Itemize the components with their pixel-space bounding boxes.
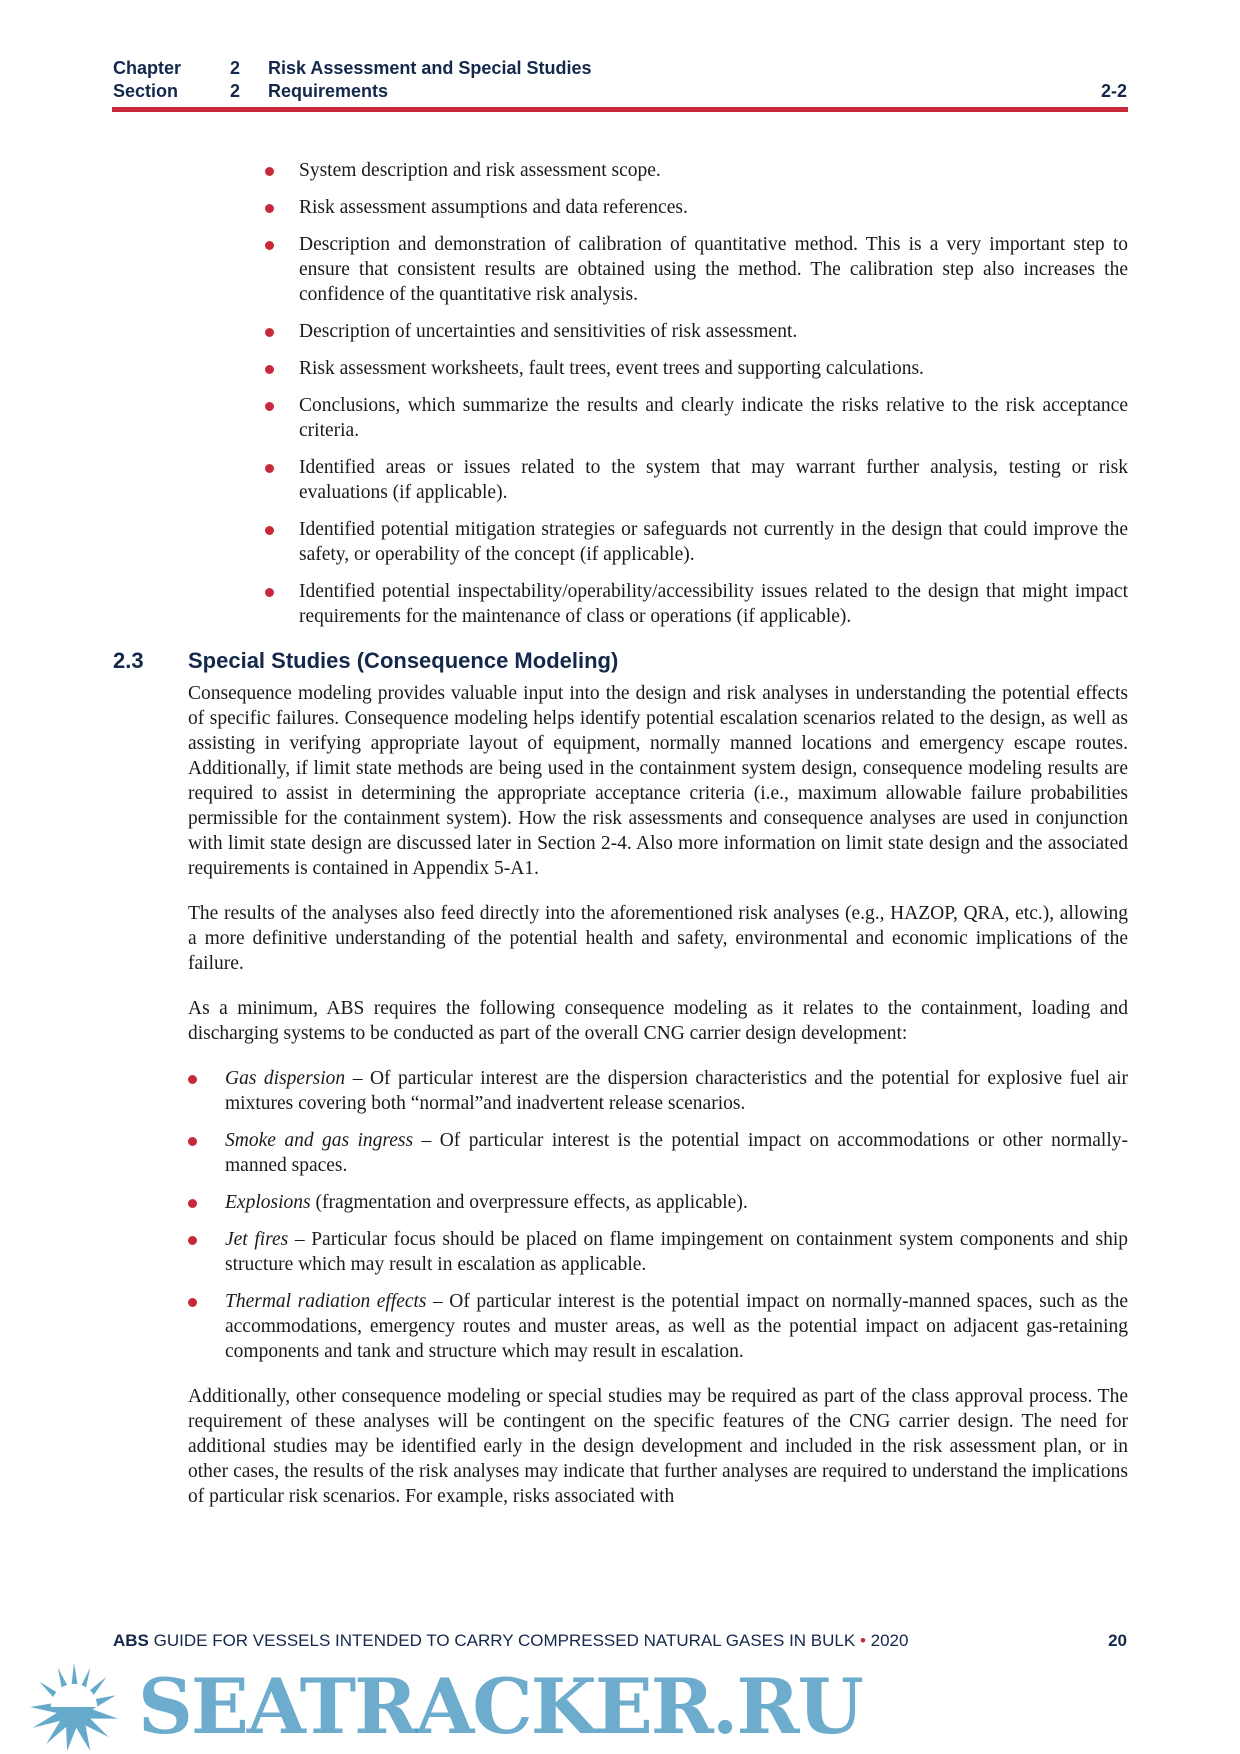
list-item: Risk assessment worksheets, fault trees, event trees and supporting calculations. (299, 356, 1128, 381)
page-number: 20 (1108, 1631, 1127, 1650)
page-content (113, 158, 1128, 1509)
header-rule (112, 107, 1128, 112)
item-term: Explosions (225, 1192, 311, 1213)
list-item (225, 1128, 1128, 1178)
section-heading (113, 647, 1128, 675)
list-item: Identified potential inspectability/operability/accessibility issues related to the design that might impact requirements for the maintenance of class or operations (if applicable). (299, 581, 1128, 627)
consequence-list (225, 1066, 1128, 1364)
item-text: – Of particular interest is the potential impact on normally-manned spaces, such as the accommodations, emergency routes and muster areas, as well as the potential impact on adjacent gas-retaining components and tank and structure which may result in escalation. (225, 1291, 1128, 1362)
list-item: Conclusions, which summarize the results and clearly indicate the risks relative to the risk acceptance criteria. (299, 395, 1128, 441)
paragraph: Consequence modeling provides valuable input into the design and risk analyses in understanding the potential effects of specific failures. Consequence modeling helps identify potential escalation scenarios related to the design, as well as assisting in verifying appropriate layout of equipment, normally manned locations and emergency escape routes. Additionally, if limit state methods are being used in the containment system design, consequence modeling results are required to assist in determining the appropriate acceptance criteria (i.e., maximum allowable failure probabilities permissible for the containment system). How the risk assessments and consequence analyses are used in conjunction with limit state design are discussed later in Section 2-4. Also more information on limit state design and the associated requirements is contained in Appendix 5-A1. (188, 683, 1128, 879)
section-line: Section 2 Requirements (113, 81, 389, 101)
chapter-line: Chapter 2 Risk Assessment and Special Studies (113, 58, 592, 78)
page-reference: 2-2 (1100, 81, 1127, 101)
footer-dot-icon: • (859, 1631, 866, 1650)
list-item: Identified potential mitigation strategies or safeguards not currently in the design that could improve the safety, or operability of the concept (if applicable). (299, 519, 1128, 565)
watermark (30, 1662, 862, 1752)
final-paragraph: Additionally, other consequence modeling or special studies may be required as part of the class approval process. The requirement of these analyses will be contingent on the specific features of the CNG carrier design. The need for additional studies may be identified early in the design development and included in the risk assessment plan, or in other cases, the results of the risk analyses may indicate that further analyses are required to understand the implications of particular risk scenarios. For example, risks associated with (188, 1386, 1128, 1507)
item-text: – Of particular interest is the potential impact on accommodations or other normally-manned spaces. (225, 1130, 1128, 1176)
list-item: Identified areas or issues related to the system that may warrant further analysis, testing or risk evaluations (if applicable). (299, 457, 1128, 503)
list-item: Description of uncertainties and sensitivities of risk assessment. (299, 319, 1128, 344)
list-item (225, 1190, 1128, 1215)
item-term: Gas dispersion (225, 1068, 346, 1089)
footer-title: ABS GUIDE FOR VESSELS INTENDED TO CARRY COMPRESSED NATURAL GASES IN BULK • 2020 (113, 1631, 909, 1650)
item-term: Smoke and gas ingress (225, 1130, 414, 1151)
item-text: (fragmentation and overpressure effects, as applicable). (310, 1192, 748, 1213)
section-title: Special Studies (Consequence Modeling) (188, 648, 619, 673)
paragraph: The results of the analyses also feed directly into the aforementioned risk analyses (e.g., HAZOP, QRA, etc.), allowing a more definitive understanding of the potential health and safety, environmental and economic implications of the failure. (188, 903, 1128, 974)
list-item: Description and demonstration of calibration of quantitative method. This is a very important step to ensure that consistent results are obtained using the method. The calibration step also increases the confidence of the quantitative risk analysis. (299, 234, 1128, 305)
list-item: System description and risk assessment scope. (299, 158, 1128, 183)
watermark-text: SEATRACKER.RU (138, 1662, 862, 1751)
list-item: Risk assessment assumptions and data references. (299, 195, 1128, 220)
item-text: – Of particular interest are the dispersion characteristics and the potential for explosive fuel air mixtures covering both “normal”and inadvertent release scenarios. (225, 1068, 1128, 1114)
requirements-list (299, 158, 1128, 629)
section-number: 2.3 (113, 648, 144, 673)
item-term: Thermal radiation effects (225, 1291, 427, 1312)
section-body (188, 681, 1128, 1046)
paragraph: As a minimum, ABS requires the following consequence modeling as it relates to the containment, loading and discharging systems to be conducted as part of the overall CNG carrier design development: (188, 998, 1128, 1044)
list-item (225, 1227, 1128, 1277)
item-text: – Particular focus should be placed on flame impingement on containment system components and ship structure which may result in escalation as applicable. (225, 1229, 1128, 1275)
sun-logo-icon (30, 1663, 118, 1751)
list-item (225, 1289, 1128, 1364)
list-item (225, 1066, 1128, 1116)
item-term: Jet fires (225, 1229, 289, 1250)
